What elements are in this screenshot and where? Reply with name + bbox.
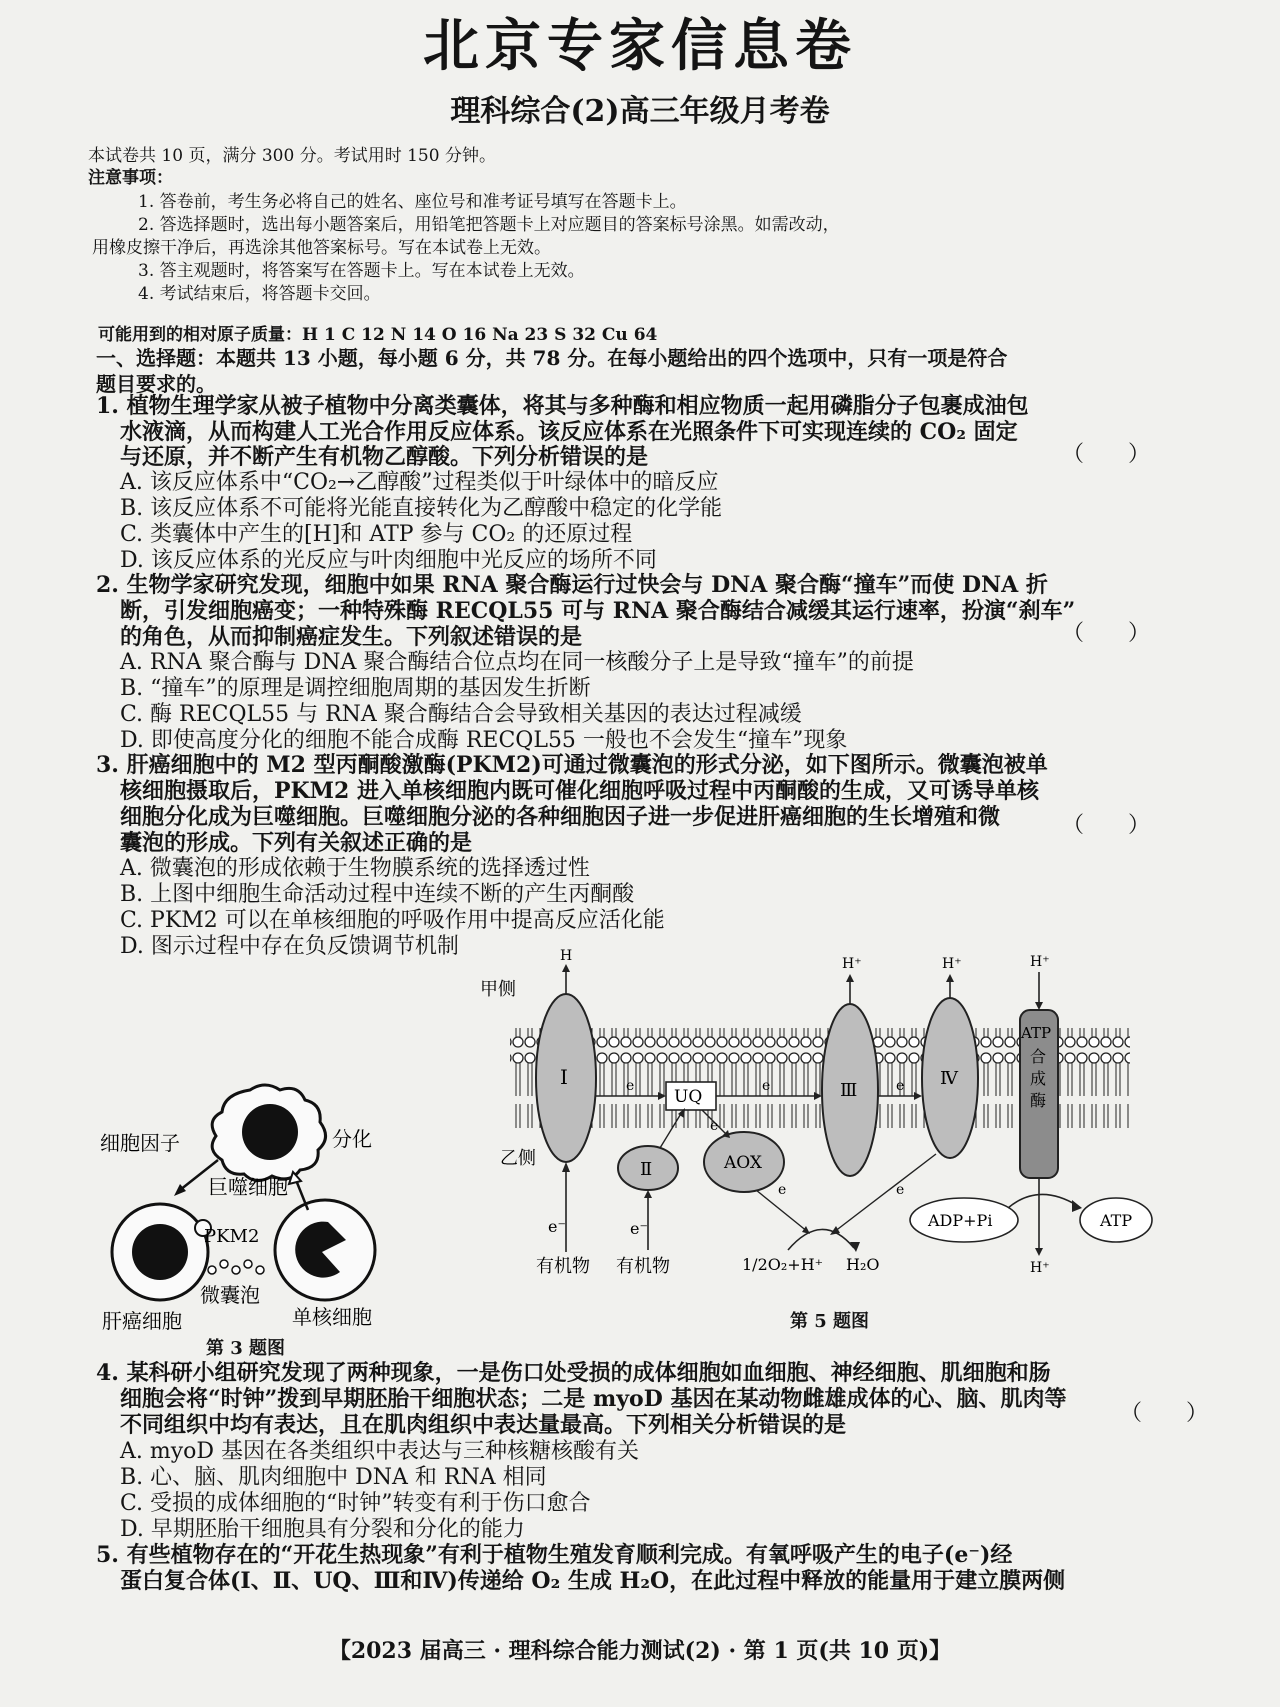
q2-option-d: D. 即使高度分化的细胞不能合成酶 RECQL55 一般也不会发生“撞车”现象 (120, 728, 848, 753)
proton-arrowhead-4 (946, 974, 954, 982)
q2-stem: 的角色，从而抑制癌症发生。下列叙述错误的是 (120, 624, 583, 650)
page-footer: 【2023 届高三 · 理科综合能力测试(2) · 第 1 页(共 10 页)】 (328, 1638, 952, 1664)
label-differentiate: 分化 (332, 1127, 372, 1151)
label-complex-4: Ⅳ (940, 1068, 958, 1089)
notice-item: 用橡皮擦干净后，再选涂其他答案标号。写在本试卷上无效。 (92, 238, 551, 258)
label-h-1: H (560, 948, 573, 964)
q1-stem: 1. 植物生理学家从被子植物中分离类囊体，将其与多种酶和相应物质一起用磷脂分子包裹成油包 (96, 393, 1029, 419)
figure-5 (480, 948, 1188, 1280)
proton-arrowhead-1 (562, 964, 570, 972)
microvesicle (232, 1266, 240, 1274)
label-complex-1: Ⅰ (560, 1065, 568, 1089)
label-aox: AOX (724, 1153, 763, 1173)
label-h-in: H⁺ (1030, 954, 1050, 970)
q1-option-a: A. 该反应体系中“CO₂→乙醇酸”过程类似于叶绿体中的暗反应 (120, 470, 719, 495)
label-e: e (710, 1118, 719, 1134)
q4-option-c: C. 受损的成体细胞的“时钟”转变有利于伤口愈合 (120, 1491, 591, 1516)
microvesicle (256, 1266, 264, 1274)
q2-stem: 断，引发细胞癌变；一种特殊酶 RECQL55 可与 RNA 聚合酶结合减缓其运行速率，扮演“刹车” (120, 598, 1076, 624)
section-header-cont: 题目要求的。 (96, 372, 216, 396)
q1-option-c: C. 类囊体中产生的[H]和 ATP 参与 CO₂ 的还原过程 (120, 522, 633, 547)
liver-cancer-nucleus (132, 1224, 188, 1280)
label-organic-1: 有机物 (536, 1256, 590, 1277)
label-adp: ADP+Pi (928, 1211, 993, 1230)
notice-item: 4. 考试结束后，将答题卡交回。 (138, 284, 381, 304)
label-cytokine: 细胞因子 (100, 1131, 180, 1155)
figure-3 (100, 1080, 430, 1350)
label-e: e (762, 1078, 771, 1094)
label-h-3: H⁺ (842, 956, 862, 972)
exam-title: 北京专家信息卷 (423, 13, 857, 79)
label-complex-3: Ⅲ (840, 1080, 858, 1101)
proton-arrowhead-out (1035, 1248, 1043, 1256)
q4-answer-paren: （ ） (1120, 1401, 1209, 1426)
label-e-minus: e⁻ (630, 1219, 648, 1238)
microvesicle (244, 1260, 252, 1268)
macrophage-nucleus (242, 1104, 298, 1160)
q2-stem: 2. 生物学家研究发现，细胞中如果 RNA 聚合酶运行过快会与 DNA 聚合酶“撞车”而使 DNA 折 (96, 572, 1048, 598)
q2-option-a: A. RNA 聚合酶与 DNA 聚合酶结合位点均在同一核酸分子上是导致“撞车”的前提 (120, 650, 914, 675)
q4-option-a: A. myoD 基因在各类组织中表达与三种核糖核酸有关 (120, 1439, 640, 1464)
label-atp-synthase: 合 (1030, 1047, 1047, 1066)
q4-stem: 4. 某科研小组研究发现了两种现象，一是伤口处受损的成体细胞如血细胞、神经细胞、肌细胞和肠 (96, 1360, 1051, 1386)
adp-atp-arrow (1008, 1194, 1078, 1208)
q3-stem: 3. 肝癌细胞中的 M2 型丙酮酸激酶(PKM2)可通过微囊泡的形式分泌，如下图所示。微囊泡被单 (96, 752, 1048, 778)
q3-option-c: C. PKM2 可以在单核细胞的呼吸作用中提高反应活化能 (120, 908, 665, 933)
label-organic-2: 有机物 (616, 1256, 670, 1277)
label-e: e (626, 1078, 635, 1094)
q1-option-b: B. 该反应体系不可能将光能直接转化为乙醇酸中稳定的化学能 (120, 496, 723, 521)
label-side-a: 甲侧 (480, 979, 516, 1000)
q4-stem: 细胞会将“时钟”拨到早期胚胎干细胞状态；二是 myoD 基因在某动物雌雄成体的心、脑、肌肉等 (120, 1386, 1067, 1412)
figure-5-caption: 第 5 题图 (790, 1311, 870, 1332)
q1-option-d: D. 该反应体系的光反应与叶肉细胞中光反应的场所不同 (120, 548, 657, 573)
notice-item: 2. 答选择题时，选出每小题答案后，用铅笔把答题卡上对应题目的答案标号涂黑。如需改动， (138, 215, 840, 235)
label-macrophage: 巨噬细胞 (208, 1175, 288, 1199)
label-h-4: H⁺ (942, 956, 962, 972)
q3-option-d: D. 图示过程中存在负反馈调节机制 (120, 934, 459, 959)
section-header: 一、选择题：本题共 13 小题，每小题 6 分，共 78 分。在每小题给出的四个选项中，只有一项是符合 (96, 346, 1008, 370)
label-e: e (896, 1078, 905, 1094)
q4-option-b: B. 心、脑、肌肉细胞中 DNA 和 RNA 相同 (120, 1465, 547, 1490)
q3-stem: 细胞分化成为巨噬细胞。巨噬细胞分泌的各种细胞因子进一步促进肝癌细胞的生长增殖和微 (120, 804, 1001, 830)
notice-heading: 注意事项： (88, 168, 173, 188)
figure-3-caption: 第 3 题图 (206, 1338, 286, 1359)
q1-answer-paren: （ ） (1062, 442, 1151, 467)
q5-stem: 5. 有些植物存在的“开花生热现象”有利于植物生殖发育顺利完成。有氧呼吸产生的电子(e⁻)经 (96, 1542, 1013, 1568)
q1-stem: 水液滴，从而构建人工光合作用反应体系。该反应体系在光照条件下可实现连续的 CO₂ 固定 (120, 419, 1018, 445)
label-uq: UQ (674, 1087, 703, 1107)
label-atp-synthase: ATP (1021, 1024, 1052, 1042)
label-liver-cancer: 肝癌细胞 (102, 1309, 182, 1333)
label-monocyte: 单核细胞 (292, 1305, 372, 1329)
label-atp: ATP (1100, 1211, 1133, 1230)
q3-answer-paren: （ ） (1062, 813, 1151, 838)
q3-stem: 囊泡的形成。下列有关叙述正确的是 (120, 830, 473, 856)
microvesicle (208, 1266, 216, 1274)
atomic-mass-line: 可能用到的相对原子质量：H 1 C 12 N 14 O 16 Na 23 S 32 Cu 64 (98, 325, 658, 345)
o2-to-h2o-arrow (788, 1229, 854, 1250)
q4-stem: 不同组织中均有表达，且在肌肉组织中表达量最高。下列相关分析错误的是 (120, 1412, 847, 1438)
label-complex-2: Ⅱ (640, 1159, 653, 1180)
proton-arrowhead-in (1035, 1002, 1043, 1010)
microvesicle (220, 1260, 228, 1268)
label-atp-synthase: 酶 (1030, 1091, 1047, 1110)
label-h-out: H⁺ (1030, 1260, 1050, 1276)
notice-item: 1. 答卷前，考生务必将自己的姓名、座位号和准考证号填写在答题卡上。 (138, 192, 687, 212)
proton-arrowhead-3 (846, 974, 854, 982)
label-e-minus: e⁻ (548, 1217, 566, 1236)
q2-answer-paren: （ ） (1062, 621, 1151, 646)
q5-stem: 蛋白复合体(Ⅰ、Ⅱ、UQ、Ⅲ和Ⅳ)传递给 O₂ 生成 H₂O，在此过程中释放的能量用于建立膜两侧 (120, 1568, 1066, 1594)
label-vesicle: 微囊泡 (200, 1283, 260, 1307)
label-o2: 1/2O₂+H⁺ (742, 1255, 824, 1274)
label-pkm2: PKM2 (204, 1226, 260, 1247)
exam-subtitle: 理科综合(2)高三年级月考卷 (450, 94, 830, 129)
q1-stem: 与还原，并不断产生有机物乙醇酸。下列分析错误的是 (120, 444, 649, 470)
label-e: e (896, 1182, 905, 1198)
q3-option-b: B. 上图中细胞生命活动过程中连续不断的产生丙酮酸 (120, 882, 635, 907)
label-side-b: 乙侧 (500, 1148, 536, 1169)
q2-option-c: C. 酶 RECQL55 与 RNA 聚合酶结合会导致相关基因的表达过程减缓 (120, 702, 802, 727)
label-e: e (778, 1182, 787, 1198)
q3-stem: 核细胞摄取后，PKM2 进入单核细胞内既可催化细胞呼吸过程中丙酮酸的生成，又可诱导单核 (120, 778, 1039, 804)
notice-item: 3. 答主观题时，将答案写在答题卡上。写在本试卷上无效。 (138, 261, 585, 281)
q4-option-d: D. 早期胚胎干细胞具有分裂和分化的能力 (120, 1517, 525, 1542)
label-h2o: H₂O (846, 1255, 880, 1274)
label-atp-synthase: 成 (1030, 1069, 1047, 1088)
q3-option-a: A. 微囊泡的形成依赖于生物膜系统的选择透过性 (120, 856, 590, 881)
q2-option-b: B. “撞车”的原理是调控细胞周期的基因发生折断 (120, 676, 591, 701)
exam-summary: 本试卷共 10 页，满分 300 分。考试用时 150 分钟。 (88, 146, 496, 166)
